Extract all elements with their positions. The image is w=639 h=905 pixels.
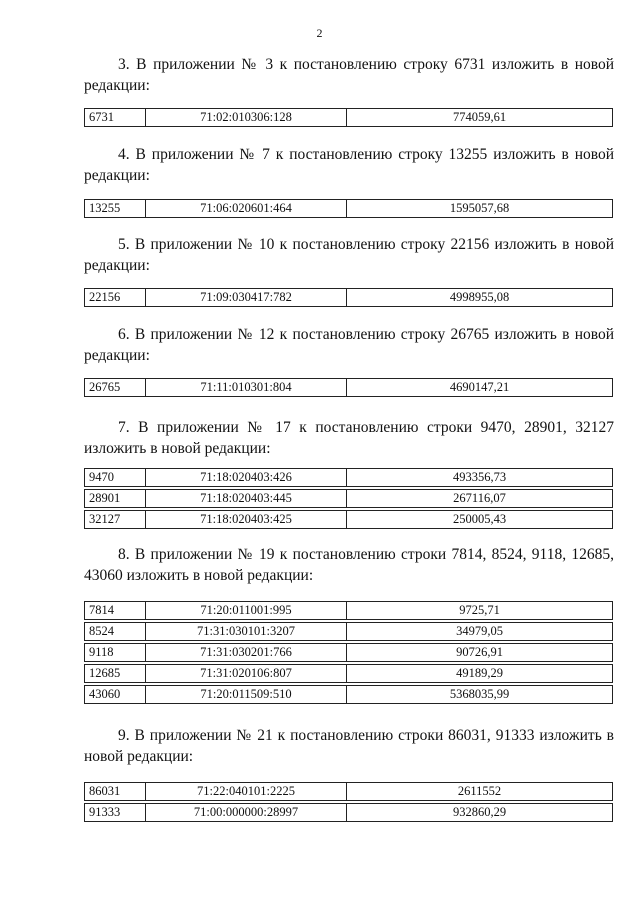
table-row [85, 686, 613, 704]
section-4 [84, 144, 614, 186]
cadastral-value: 493356,73 [347, 469, 613, 487]
table-row [85, 783, 613, 801]
row-id: 28901 [85, 490, 146, 508]
row-id: 7814 [85, 602, 146, 620]
cadastral-number: 71:22:040101:2225 [146, 783, 347, 801]
cadastral-value: 90726,91 [347, 644, 613, 662]
section-8 [84, 544, 614, 586]
table-row [85, 804, 613, 822]
table-row [85, 602, 613, 620]
table-row [85, 511, 613, 529]
row-id: 26765 [85, 379, 146, 397]
section-3-table [84, 108, 613, 127]
cadastral-value: 5368035,99 [347, 686, 613, 704]
table-row [85, 200, 613, 218]
cadastral-number: 71:18:020403:445 [146, 490, 347, 508]
cadastral-value: 9725,71 [347, 602, 613, 620]
page-number: 2 [316, 26, 323, 40]
table-row [85, 644, 613, 662]
cadastral-value: 932860,29 [347, 804, 613, 822]
section-7 [84, 417, 614, 459]
cadastral-value: 4690147,21 [347, 379, 613, 397]
table-row [85, 623, 613, 641]
cadastral-number: 71:11:010301:804 [146, 379, 347, 397]
section-9-table [84, 782, 613, 822]
table-row [85, 109, 613, 127]
section-9 [84, 725, 614, 767]
row-id: 8524 [85, 623, 146, 641]
cadastral-value: 774059,61 [347, 109, 613, 127]
section-text: 5. В приложении № 10 к постановлению строку 22156 изложить в новой редакции: [84, 236, 614, 274]
cadastral-number: 71:31:030201:766 [146, 644, 347, 662]
section-text: 3. В приложении № 3 к постановлению строку 6731 изложить в новой редакции: [84, 56, 614, 94]
table-row [85, 469, 613, 487]
cadastral-number: 71:18:020403:426 [146, 469, 347, 487]
cadastral-number: 71:20:011509:510 [146, 686, 347, 704]
cadastral-number: 71:31:030101:3207 [146, 623, 347, 641]
cadastral-value: 4998955,08 [347, 289, 613, 307]
section-8-table [84, 601, 613, 704]
section-text: 9. В приложении № 21 к постановлению строки 86031, 91333 изложить в новой редакции: [84, 727, 614, 765]
section-text: 6. В приложении № 12 к постановлению строку 26765 изложить в новой редакции: [84, 326, 614, 364]
cadastral-number: 71:18:020403:425 [146, 511, 347, 529]
section-5 [84, 234, 614, 276]
section-6-table [84, 378, 613, 397]
row-id: 13255 [85, 200, 146, 218]
cadastral-number: 71:06:020601:464 [146, 200, 347, 218]
row-id: 86031 [85, 783, 146, 801]
cadastral-value: 267116,07 [347, 490, 613, 508]
cadastral-number: 71:02:010306:128 [146, 109, 347, 127]
table-row [85, 379, 613, 397]
cadastral-value: 1595057,68 [347, 200, 613, 218]
table-row [85, 665, 613, 683]
section-text: 7. В приложении № 17 к постановлению строки 9470, 28901, 32127 изложить в новой редакции: [84, 419, 614, 457]
cadastral-number: 71:09:030417:782 [146, 289, 347, 307]
cadastral-value: 49189,29 [347, 665, 613, 683]
row-id: 9470 [85, 469, 146, 487]
section-3 [84, 54, 614, 96]
cadastral-value: 2611552 [347, 783, 613, 801]
row-id: 22156 [85, 289, 146, 307]
row-id: 9118 [85, 644, 146, 662]
row-id: 43060 [85, 686, 146, 704]
section-text: 8. В приложении № 19 к постановлению строки 7814, 8524, 9118, 12685, 43060 изложить в новой редакции: [84, 546, 614, 584]
cadastral-number: 71:00:000000:28997 [146, 804, 347, 822]
row-id: 32127 [85, 511, 146, 529]
section-text: 4. В приложении № 7 к постановлению строку 13255 изложить в новой редакции: [84, 146, 614, 184]
section-5-table [84, 288, 613, 307]
section-4-table [84, 199, 613, 218]
table-row [85, 490, 613, 508]
row-id: 12685 [85, 665, 146, 683]
section-7-table [84, 468, 613, 529]
cadastral-number: 71:20:011001:995 [146, 602, 347, 620]
row-id: 91333 [85, 804, 146, 822]
cadastral-number: 71:31:020106:807 [146, 665, 347, 683]
section-6 [84, 324, 614, 366]
row-id: 6731 [85, 109, 146, 127]
cadastral-value: 34979,05 [347, 623, 613, 641]
table-row [85, 289, 613, 307]
cadastral-value: 250005,43 [347, 511, 613, 529]
